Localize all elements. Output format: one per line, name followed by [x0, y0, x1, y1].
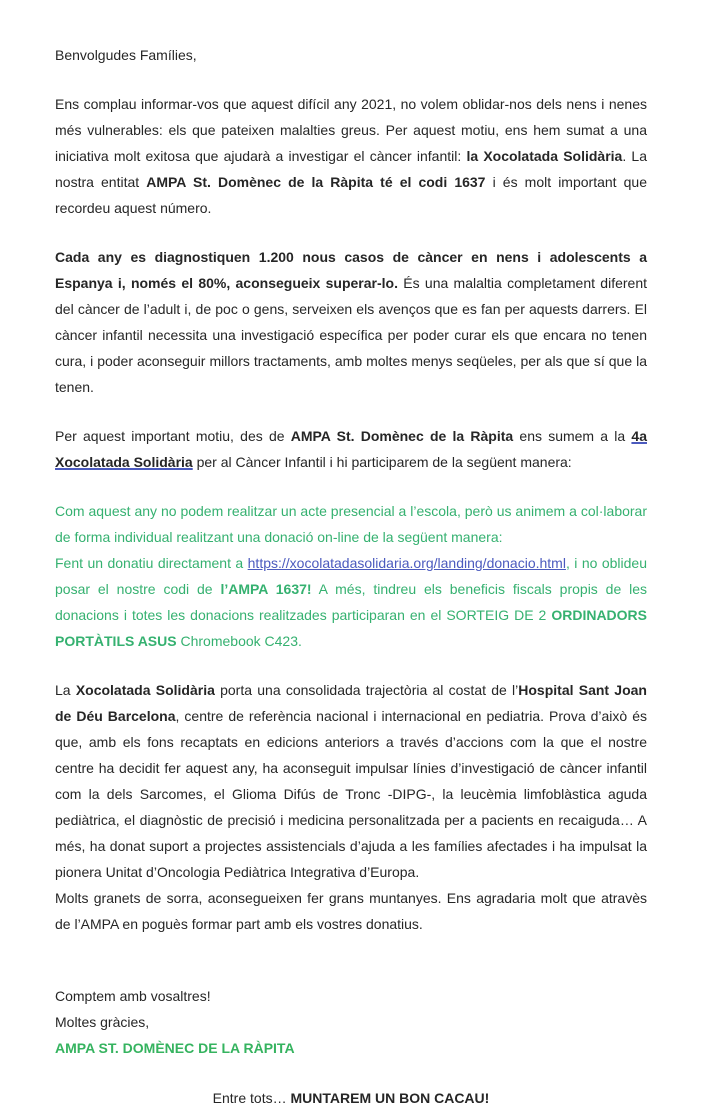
- bold-text-run: 4a Xocolatada Solidària: [55, 428, 647, 470]
- paragraph-statistics: [55, 244, 647, 400]
- signature: AMPA ST. DOMÈNEC DE LA RÀPITA: [55, 1040, 295, 1056]
- text-run: Com aquest any no podem realitzar un acte presencial a l’escola, però us animem a col·laborar de forma individual realitzant una donació on-line de la següent manera:: [55, 503, 647, 545]
- closing-line-1: Comptem amb vosaltres!: [55, 988, 211, 1004]
- bold-text-run: AMPA St. Domènec de la Ràpita: [290, 428, 514, 444]
- greeting: Benvolgudes Famílies,: [55, 47, 197, 63]
- bold-text-run: MUNTAREM UN BON CACAU!: [290, 1090, 490, 1106]
- paragraph-intro: [55, 91, 647, 221]
- bold-text-run: la Xocolatada Solidària: [466, 148, 623, 164]
- text-run: A més, tindreu els beneficis fiscals propis de les donacions i totes les donacions realitzades participaran en el SORTEIG DE 2: [55, 581, 648, 623]
- bold-text-run: ORDINADORS PORTÀTILS ASUS: [55, 607, 647, 649]
- text-run: i és molt important que recordeu aquest número.: [55, 174, 647, 216]
- text-run: La: [55, 682, 76, 698]
- closing-line-2: Moltes gràcies,: [55, 1014, 150, 1030]
- bold-text-run: Hospital Sant Joan de Déu Barcelona: [55, 682, 647, 724]
- text-run: Chromebook C423.: [176, 633, 302, 649]
- footer-slogan: [55, 1085, 647, 1111]
- text-run: Fent un donatiu directament a: [55, 555, 248, 571]
- paragraph-hospital: [55, 677, 647, 937]
- bold-text-run: AMPA St. Domènec de la Ràpita té el codi 1637: [146, 174, 486, 190]
- text-run: És una malaltia completament diferent del càncer de l’adult i, de poc o gens, serveixen els avenços que es fan per aquests darrers. El càncer infantil necessita una investigació específica per poder curar els que encara no tenen cura, i poder aconseguir millors tractaments, amb moltes menys seqüeles, per als que sí que la tenen.: [55, 275, 648, 395]
- text-run: porta una consolidada trajectòria al costat de l’: [214, 682, 519, 698]
- text-run: , i no oblideu posar el nostre codi de: [55, 555, 647, 597]
- bold-text-run: Xocolatada Solidària: [75, 682, 215, 698]
- text-run: per al Càncer Infantil i hi participarem de la següent manera:: [192, 454, 572, 470]
- donation-link[interactable]: https://xocolatadasolidaria.org/landing/donacio.html: [247, 555, 566, 571]
- text-run: . La nostra entitat: [55, 148, 647, 190]
- paragraph-motiu: [55, 423, 647, 475]
- text-run: Entre tots…: [212, 1090, 291, 1106]
- text-run: , centre de referència nacional i internacional en pediatria. Prova d’això és que, amb els fons recaptats en edicions anteriors a través d’accions com la que el nostre centre ha decidit fer aquest any, ha aconseguit impulsar línies d’investigació de càncer infantil com la dels Sarcomes, el Glioma Difús de Tronc -DIPG-, la leucèmia limfoblàstica aguda pediàtrica, el diagnòstic de precisió i medicina personalitzada per a pacients en recaiguda… A més, ha donat suport a projectes assistencials d’ajuda a les famílies afectades i ha impulsat la pionera Unitat d’Oncologia Pediàtrica Integrativa d’Europa.: [55, 708, 648, 880]
- bold-text-run: Cada any es diagnostiquen 1.200 nous casos de càncer en nens i adolescents a Espanya i, només el 80%, aconsegueix superar-lo.: [55, 249, 647, 291]
- text-run: Molts granets de sorra, aconsegueixen fer grans muntanyes. Ens agradaria molt que atravès de l’AMPA en poguès formar part amb els vostres donatius.: [55, 890, 647, 932]
- bold-text-run: l’AMPA 1637!: [220, 581, 312, 597]
- paragraph-donation-instructions: [55, 498, 647, 654]
- text-run: ens sumem a la: [513, 428, 632, 444]
- text-run: Ens complau informar-vos que aquest difícil any 2021, no volem oblidar-nos dels nens i nenes més vulnerables: els que pateixen malalties greus. Per aquest motiu, ens hem sumat a una iniciativa molt exitosa que ajudarà a investigar el càncer infantil:: [55, 96, 647, 164]
- text-run: Per aquest important motiu, des de: [55, 428, 291, 444]
